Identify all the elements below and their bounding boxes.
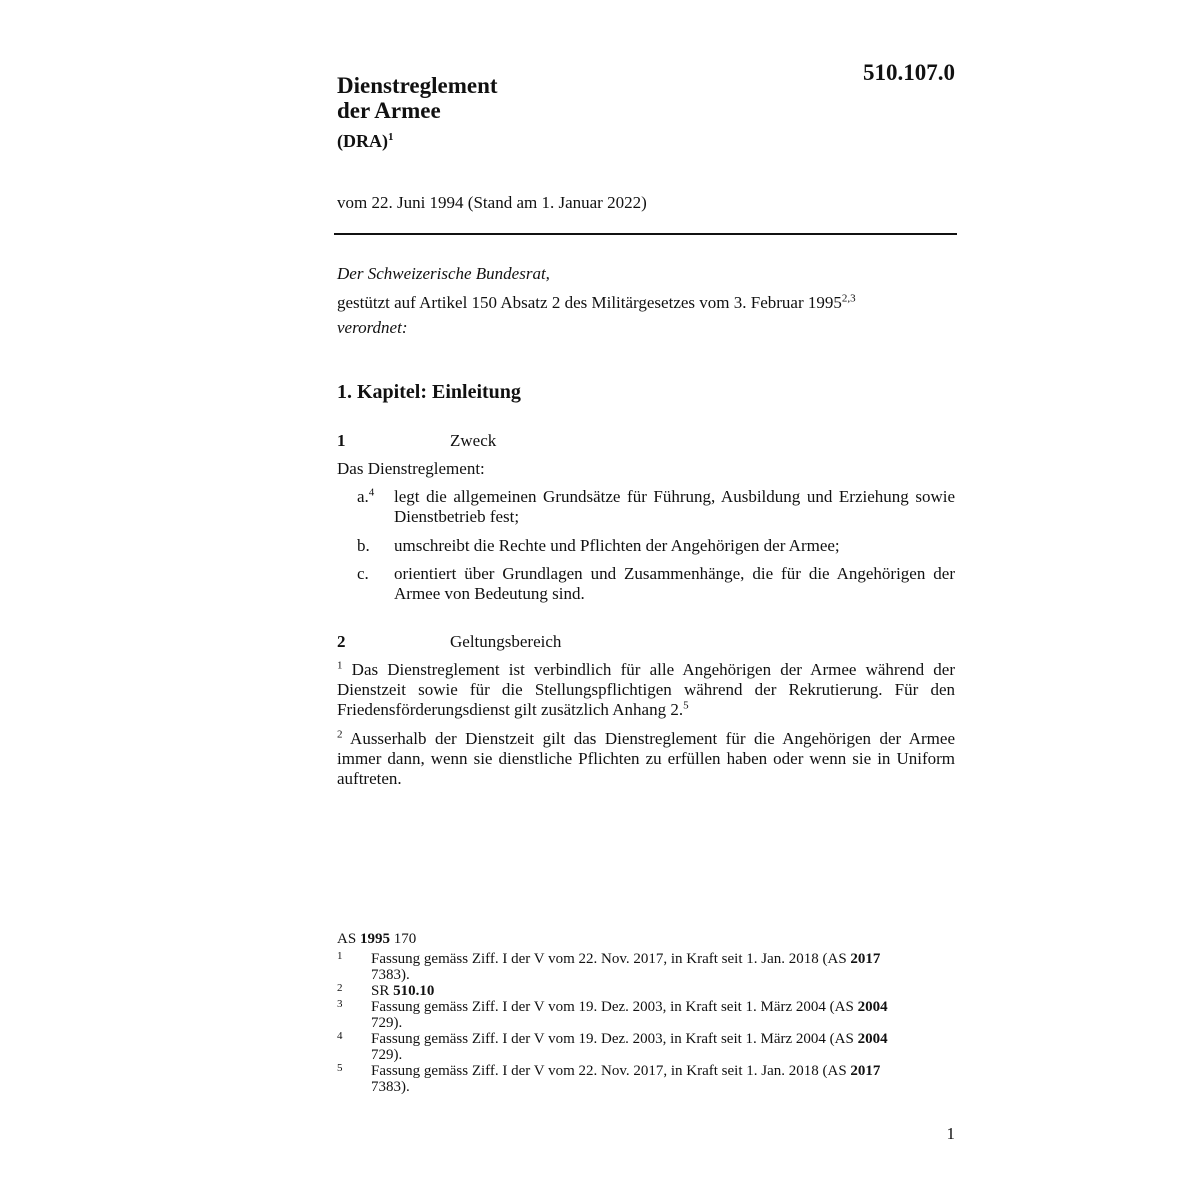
as-prefix: AS (337, 931, 360, 947)
article-2-number: 2 (337, 632, 346, 651)
footnote (337, 999, 897, 1031)
title-line-1: Dienstreglement (337, 73, 498, 98)
footnote (337, 1063, 897, 1095)
list-item-label: c. (357, 564, 369, 583)
as-page: 170 (389, 931, 417, 947)
article-1-intro: Das Dienstreglement: (337, 459, 485, 478)
footnote-ref[interactable]: 1 (388, 131, 394, 143)
title-line-2: der Armee (337, 98, 441, 123)
as-year: 1995 (359, 931, 390, 947)
paragraph-1 (337, 660, 955, 720)
paragraph-number: 2 (337, 728, 343, 741)
footnote-number: 2 (337, 982, 343, 994)
paragraph-number: 1 (337, 659, 343, 672)
footnote (337, 1031, 897, 1063)
article-1-number: 1 (337, 431, 346, 450)
title-divider (334, 233, 957, 235)
abbreviation-text: (DRA) (337, 131, 388, 151)
article-1-title: Zweck (450, 431, 497, 450)
footnote-ref[interactable]: 2,3 (841, 292, 856, 305)
list-item-label: b. (357, 536, 370, 555)
footnote (337, 983, 897, 999)
footnote-number: 5 (337, 1062, 343, 1074)
item-label-text: a. (357, 487, 369, 506)
paragraph-text: Das Dienstreglement ist verbindlich für alle Angehörigen der Armee während der Dienstzeit sowie für die Stellungspflichtigen während der Rekrutierung. Für den Friedensförderungsdienst gilt zusätzlich Anhang 2. (337, 660, 955, 719)
list-item-label (357, 487, 374, 507)
footnote-text: Fassung gemäss Ziff. I der V vom 22. Nov. 2017, in Kraft seit 1. Jan. 2018 (AS 2017 7383). (371, 1063, 881, 1095)
chapter-heading: 1. Kapitel: Einleitung (337, 381, 521, 403)
paragraph-text: Ausserhalb der Dienstzeit gilt das Dienstreglement für die Angehörigen der Armee immer dann, wenn sie dienstliche Pflichten zu erfüllen haben oder wenn sie in Uniform auftreten. (337, 729, 955, 788)
list-item-text: umschreibt die Rechte und Pflichten der Angehörigen der Armee; (394, 536, 840, 555)
preamble-basis-text: gestützt auf Artikel 150 Absatz 2 des Militärgesetzes vom 3. Februar 1995 (337, 293, 842, 312)
document-title (337, 73, 498, 123)
date-line: vom 22. Juni 1994 (Stand am 1. Januar 2022) (337, 193, 647, 212)
as-reference (337, 931, 897, 947)
footnote-ref[interactable]: 4 (368, 486, 375, 499)
footnote-text: Fassung gemäss Ziff. I der V vom 19. Dez. 2003, in Kraft seit 1. März 2004 (AS 2004 729). (371, 999, 888, 1031)
footnote-text: SR 510.10 (371, 983, 435, 999)
article-2-title: Geltungsbereich (450, 632, 562, 651)
footnote-number: 1 (337, 950, 343, 962)
footnote-text: Fassung gemäss Ziff. I der V vom 19. Dez. 2003, in Kraft seit 1. März 2004 (AS 2004 729). (371, 1031, 888, 1063)
preamble-basis (337, 293, 856, 313)
list-item-text: legt die allgemeinen Grundsätze für Führung, Ausbildung und Erziehung sowie Dienstbetrieb fest; (394, 487, 955, 526)
page-number: 1 (946, 1124, 955, 1143)
sr-number: 510.107.0 (863, 60, 955, 85)
footnote-number: 4 (337, 1030, 343, 1042)
preamble-verb: verordnet: (337, 318, 408, 337)
footnote-number: 3 (337, 998, 343, 1010)
list-item-text: orientiert über Grundlagen und Zusammenhänge, die für die Angehörigen der Armee von Bedeutung sind. (394, 564, 955, 603)
title-abbreviation (337, 131, 394, 152)
footnote-text: Fassung gemäss Ziff. I der V vom 22. Nov. 2017, in Kraft seit 1. Jan. 2018 (AS 2017 7383). (371, 951, 881, 983)
preamble-authority: Der Schweizerische Bundesrat, (337, 264, 550, 283)
paragraph-2 (337, 729, 955, 789)
footnotes (337, 931, 897, 1095)
footnote (337, 951, 897, 983)
footnote-ref[interactable]: 5 (683, 699, 689, 712)
